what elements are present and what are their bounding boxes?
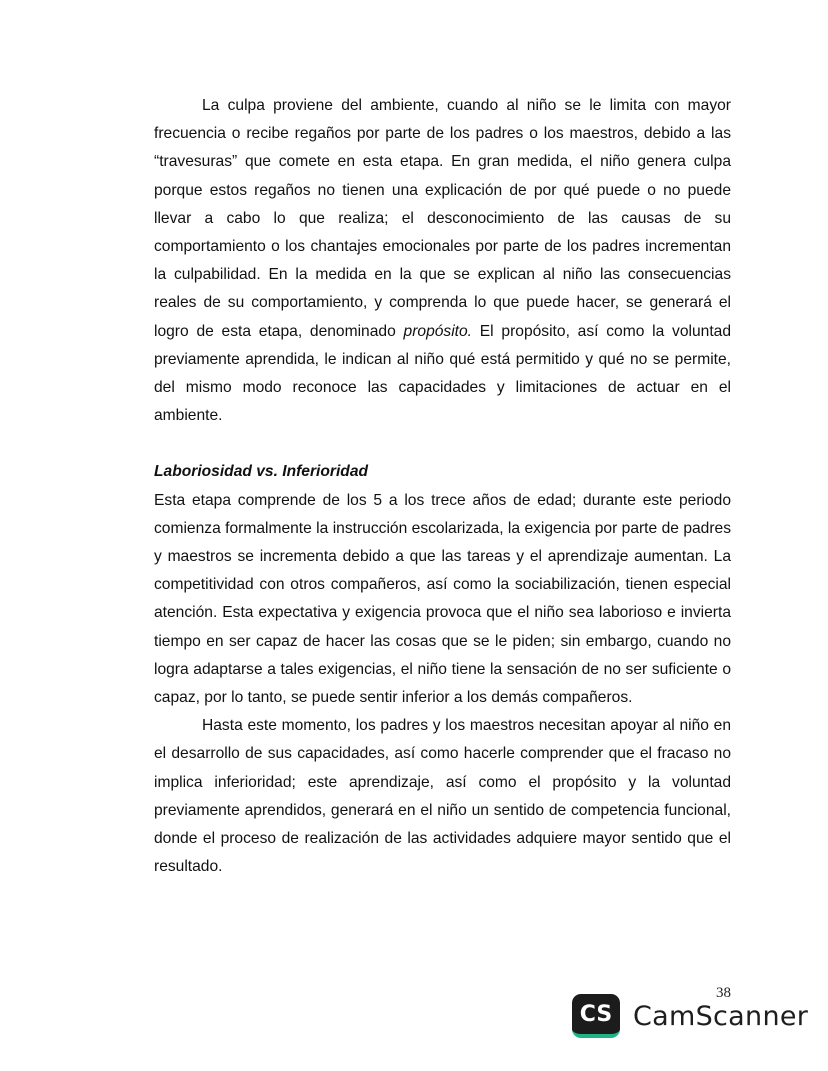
term-purpose: propósito. <box>403 322 473 340</box>
paragraph-support: Hasta este momento, los padres y los maestros necesitan apoyar al niño en el desarrollo de sus capacidades, así como hacerle comprender que el fracaso no implica inferioridad; este aprendizaje, así como el propósito y la voluntad previamente aprendidos, generará en el niño un sentido de competencia funcional, donde el proceso de realización de las actividades adquiere mayor sentido que el resultado. <box>154 717 731 876</box>
paragraph-guilt-text: La culpa proviene del ambiente, cuando al niño se le limita con mayor frecuencia o recibe regaños por parte de los padres o los maestros, debido a las “travesuras” que comete en esta etapa. En gran medida, el niño genera culpa porque estos regaños no tienen una explicación de por qué puede o no puede llevar a cabo lo que realiza; el desconocimiento de las causas de su comportamiento o los chantajes emocionales por parte de los padres incrementan la culpabilidad. En la medida en la que se explican al niño las consecuencias reales de su comportamiento, y comprenda lo que puede hacer, se generará el logro de esta etapa, denominado <box>154 97 731 340</box>
section-heading: Laboriosidad vs. Inferioridad <box>154 463 369 481</box>
camscanner-watermark <box>572 994 808 1038</box>
paragraph-guilt <box>154 92 731 430</box>
paragraph-guilt-continuation: El propósito, así como la voluntad previamente aprendida, le indican al niño qué está permitido y qué no se permite, del mismo modo reconoce las capacidades y limitaciones de actuar en el ambiente. <box>154 322 731 425</box>
document-body <box>154 92 731 881</box>
camscanner-logo-icon: CS <box>572 994 620 1038</box>
page-number: 38 <box>716 985 731 1001</box>
section-spacer <box>154 430 731 458</box>
paragraph-industry: Esta etapa comprende de los 5 a los trece años de edad; durante este periodo comienza formalmente la instrucción escolarizada, la exigencia por parte de padres y maestros se incrementa debido a que las tareas y el aprendizaje aumentan. La competitividad con otros compañeros, así como la sociabilización, tienen especial atención. Esta expectativa y exigencia provoca que el niño sea laborioso e invierta tiempo en ser capaz de hacer las cosas que se le piden; sin embargo, cuando no logra adaptarse a tales exigencias, el niño tiene la sensación de no ser suficiente o capaz, por lo tanto, se puede sentir inferior a los demás compañeros. <box>154 491 731 707</box>
camscanner-brand-text: CamScanner <box>633 1000 809 1032</box>
